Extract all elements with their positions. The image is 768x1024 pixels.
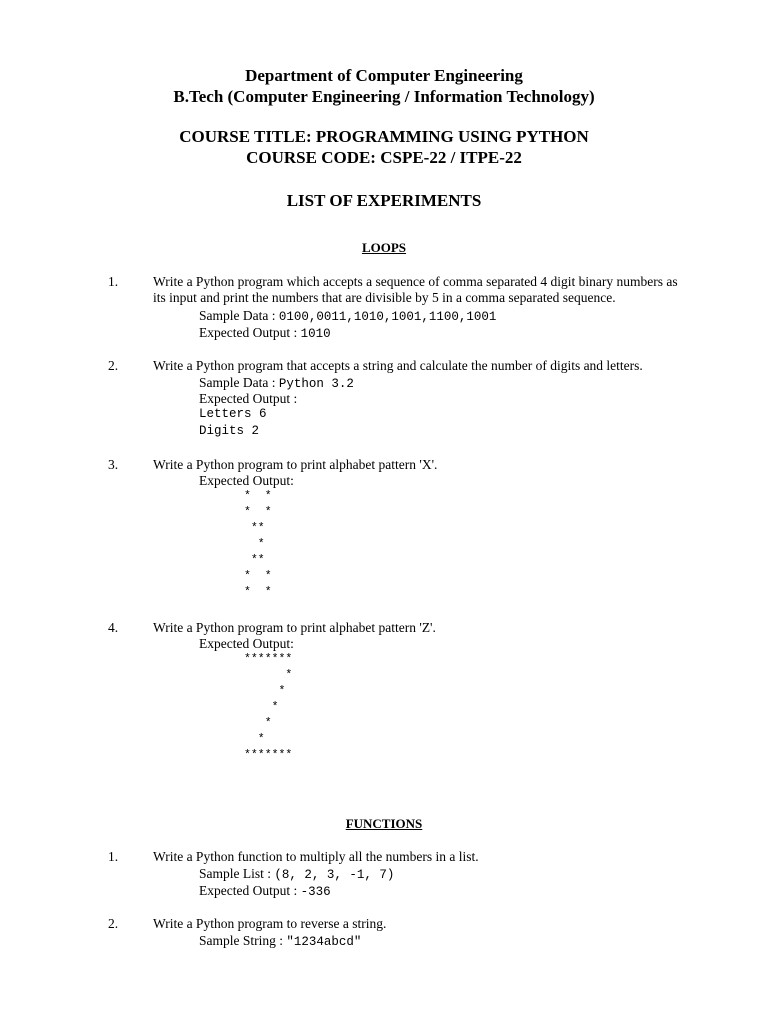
sample-label: Sample Data : [199, 375, 279, 390]
item-text: Write a Python program to reverse a string. [153, 916, 387, 931]
item-text: Write a Python program that accepts a string and calculate the number of digits and letters. [153, 358, 643, 373]
pattern-line: * [244, 717, 272, 730]
item-text: Write a Python program to print alphabet pattern 'Z'. [153, 620, 436, 635]
pattern-line: * * [244, 506, 272, 519]
sample-value: "1234abcd" [286, 935, 362, 949]
sample-value: Python 3.2 [278, 377, 354, 391]
item-number: 4. [108, 620, 119, 635]
item-text: Write a Python program to print alphabet pattern 'X'. [153, 457, 438, 472]
item-text: its input and print the numbers that are divisible by 5 in a comma separated sequence. [153, 290, 616, 305]
output-value: Digits 2 [199, 424, 260, 438]
course-code: COURSE CODE: CSPE-22 / ITPE-22 [246, 148, 522, 167]
output-label: Expected Output: [199, 636, 294, 651]
pattern-line: ** [244, 522, 265, 535]
sample-line [199, 866, 394, 882]
pattern-line: * * [244, 490, 272, 503]
item-text: Write a Python function to multiply all the numbers in a list. [153, 849, 479, 864]
course-title: COURSE TITLE: PROGRAMMING USING PYTHON [179, 127, 589, 146]
output-line [199, 883, 331, 899]
pattern-line: ******* [244, 653, 293, 666]
output-label: Expected Output : [199, 391, 298, 406]
output-label: Expected Output : [199, 325, 301, 340]
sample-line [199, 308, 496, 324]
pattern-line: ******* [244, 749, 293, 762]
output-line [199, 325, 331, 341]
sample-line [199, 933, 361, 949]
output-label: Expected Output : [199, 883, 301, 898]
section-heading-functions: FUNCTIONS [345, 816, 423, 831]
section-heading-loops: LOOPS [361, 240, 407, 255]
sample-value: 0100,0011,1010,1001,1100,1001 [278, 310, 497, 324]
item-number: 2. [108, 358, 119, 373]
pattern-line: * [244, 669, 293, 682]
output-value: 1010 [300, 327, 331, 341]
program-title: B.Tech (Computer Engineering / Information Technology) [173, 87, 595, 106]
sample-label: Sample Data : [199, 308, 279, 323]
pattern-line: * * [244, 570, 272, 583]
list-title: LIST OF EXPERIMENTS [286, 191, 482, 210]
sample-value: (8, 2, 3, -1, 7) [274, 868, 395, 882]
output-value: Letters 6 [199, 407, 267, 421]
item-number: 1. [108, 274, 119, 289]
output-label: Expected Output: [199, 473, 294, 488]
pattern-line: * * [244, 586, 272, 599]
sample-label: Sample String : [199, 933, 287, 948]
item-text: Write a Python program which accepts a sequence of comma separated 4 digit binary numbers as [153, 274, 678, 289]
pattern-line: ** [244, 554, 265, 567]
output-value: -336 [300, 885, 331, 899]
item-number: 2. [108, 916, 119, 931]
pattern-line: * [244, 701, 279, 714]
item-number: 1. [108, 849, 119, 864]
pattern-line: * [244, 685, 286, 698]
item-number: 3. [108, 457, 119, 472]
pattern-line: * [244, 538, 265, 551]
sample-line [199, 375, 354, 391]
pattern-line: * [244, 733, 265, 746]
department-title: Department of Computer Engineering [245, 66, 523, 85]
sample-label: Sample List : [199, 866, 275, 881]
